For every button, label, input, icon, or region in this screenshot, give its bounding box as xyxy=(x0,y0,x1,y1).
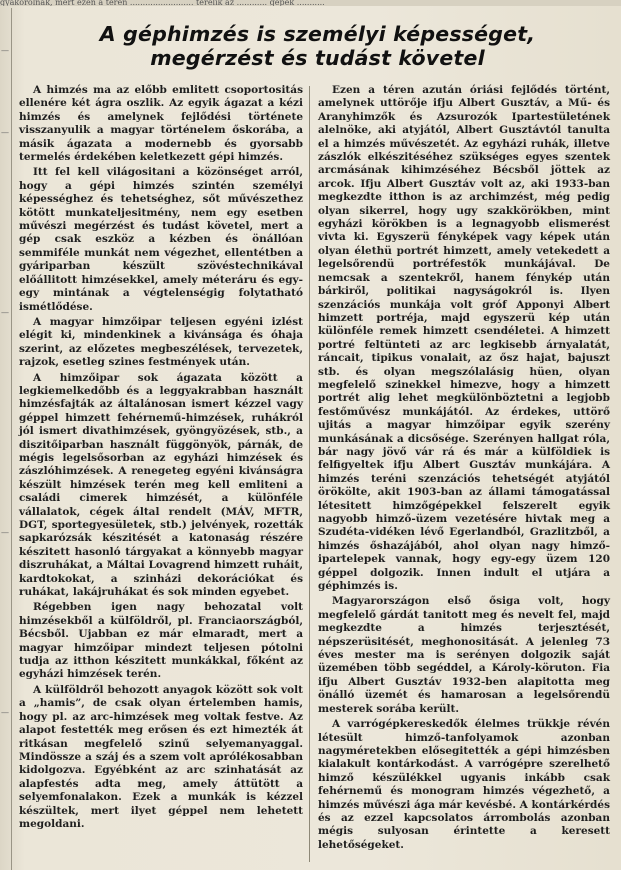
paragraph: Magyarországon első ősiga volt, hogy megfelelő gárdát tanitott meg és nevelt fel, majd megkezdte a himzés terjesztését, népszerüsitését, meghonositását. A jelenleg 73 éves mester ma is serényen dolgozik saját üzemében több segéddel, a Károly-köruton. Fia ifju Albert Gusztáv 1932-ben alapitotta meg önálló üzemét és hamarosan a legelsőrendü mesterek sorába került. xyxy=(318,595,610,715)
paragraph: A varrógépkereskedők élelmes trükkje révén létesült himző-tanfolyamok azonban nagyméretekben elősegitették a gépi himzésben kialakult kontárkodást. A varrógépre szerelhető himző készülékkel ugyanis inkább csak fehérnemű és monogram himzés végezhető, a himzés művészi ága már kevésbé. A kontárkérdés és az ezzel kapcsolatos árrombolás azonban mégis sulyosan érintette a keresett lehetőségeket. xyxy=(318,718,610,851)
column-divider xyxy=(309,86,310,862)
headline-line-1: A géphimzés is személyi képességet, xyxy=(99,22,536,46)
article-headline xyxy=(30,22,605,70)
paragraph: Régebben igen nagy behozatal volt himzésekből a külföldről, pl. Franciaországból, Bécsből. Ujabban ez már elmaradt, mert a magyar himzőipar mindezt teljesen pótolni tudja az itthon készitett munkákkal, főként az egyházi himzések terén. xyxy=(19,601,303,681)
paragraph: A külföldről behozott anyagok között sok volt a „hamis”, de csak olyan értelemben hamis, hogy pl. az arc-himzések meg voltak festve. Az alapot festették meg erősen és ezt himezték át ritkásan megfelelő szinű selyemanyaggal. Mindössze a száj és a szem volt aprólékosabban kidolgozva. Egyébként az arc szinhatását az alapfestés adta meg, amely áttütött a selyemfonalakon. Ezek a munkák is kézzel készültek, mert ilyet géppel nem lehetett megoldani. xyxy=(19,683,303,830)
paragraph: Ezen a téren azután óriási fejlődés történt, amelynek uttörője ifju Albert Gusztáv, a Mű- és Aranyhimzők és Azsurozók Ipartestületének alelnöke, aki atyjától, Albert Gusztávtól tanulta el a himzés művészetét. Az egyházi ruhák, illetve zászlók elkészitéséhez szükséges egyes szentek arcmásának kihimzéséhez Bécsből jöttek az arcok. Ifju Albert Gusztáv volt az, aki 1933-ban megkezdte itthon is az archimzést, még pedig olyan sikerrel, hogy ugy szakkörökben, mint egyházi körökben is a legnagyobb elismerést vivta ki. Egyszerü fényképek vagy képek után olyan élethü portrét himzett, amely vetekedett a legelsőrendü portréfestők munkájával. De nemcsak a szentekről, hanem fénykép után bárkiről, politikai nagyságokról is. Ilyen szenzációs munkája volt gróf Apponyi Albert himzett portréja, majd egyszerü kép után különféle remek himzett csendéletei. A himzett portré feltünteti az arc legkisebb árnyalatát, ráncait, tipikus vonalait, az ősz hajat, bajuszt stb. és olyan megszólalásig hüen, olyan megfelelő szinekkel himezve, hogy a himzett portrét alig lehet megkülönböztetni a legjobb festőművész munkájától. Az érdekes, uttörő ujitás a magyar himzőipar egyik szerény munkásának a dicsősége. Szerényen hallgat róla, bár nagy jövő vár rá és már a külföldiek is felfigyeltek ifju Albert Gusztáv munkájára. A himzés teréni szenzációs tehetségét atyjától örökölte, akit 1903-ban az állami támogatással létesitett himzőgépekkel felszerelt egyik nagyobb himző-üzem vezetésére hivtak meg a Szudéta-vidéken lévő Egerlandból, Grazlitzből, a himzés őshazájából, ahol olyan nagy himző-ipartelepek vannak, hogy egy-egy üzem 120 géppel dolgozik. Innen indult el utjára a géphimzés is. xyxy=(318,84,610,593)
right-column xyxy=(318,84,610,854)
paragraph: A himzőipar sok ágazata között a legkiemelkedőbb és a leggyakrabban használt himzésfajták az általánosan ismert kézzel vagy géppel himzett fehérnemű-himzések, ruhákról jól ismert divathimzések, gyöngyözések, stb., a diszitőiparban használt függönyök, párnák, de mégis legelsősorban az egyházi himzések és zászlóhimzések. A renegeteg egyéni kivánságra készült himzések terén meg kell emliteni a családi cimerek himzését, a különféle vállalatok, cégek által rendelt (MÁV, MFTR, DGT, sportegyesületek, stb.) jelvények, rozetták sapkarózsák készitését a katonaság részére készitett hasonló tárgyakat a könnyebb magyar diszruhákat, a Máltai Lovagrend himzett ruháit, kardtokokat, a szinházi dekorációkat és ruhákat, lakájruhákat és sok minden egyebet. xyxy=(19,371,303,599)
left-page-gutter: — — — — — xyxy=(0,8,12,870)
paragraph: A magyar himzőipar teljesen egyéni izlést elégit ki, mindenkinek a kivánsága és óhaja szerint, az előzetes megbeszélések, tervezetek, rajzok, esetleg szines festmények után. xyxy=(19,315,303,369)
headline-line-2: megérzést és tudást követel xyxy=(150,46,485,70)
cut-off-previous-text: gyakorolnak, mert ezen a téren ......................... terelik az ............ gépek ........... xyxy=(0,0,621,6)
paragraph: A himzés ma az előbb emlitett csoportositás ellenére két ágra oszlik. Az egyik ágazat a kézi himzés és amelynek fejlődési története visszanyulik a magyar történelem őskorába, a másik ágazata a modernebb és gyorsabb termelés érdekében keletkezett gépi himzés. xyxy=(19,84,303,164)
left-column xyxy=(19,84,303,833)
paragraph: Itt fel kell világositani a közönséget arról, hogy a gépi himzés szintén személyi képességhez és tehetséghez, sőt művészethez kötött munkateljesitmény, nem egy esetben művészi megérzést és tudást követel, mert a gép csak eszköz a kézben és önállóan semmiféle munkát nem végezhet, ellentétben a gyáriparban készült szövéstechnikával előállitott himzésekkel, amely méteráru és egy-egy mintának a végtelenségig folytatható ismétlődése. xyxy=(19,166,303,313)
